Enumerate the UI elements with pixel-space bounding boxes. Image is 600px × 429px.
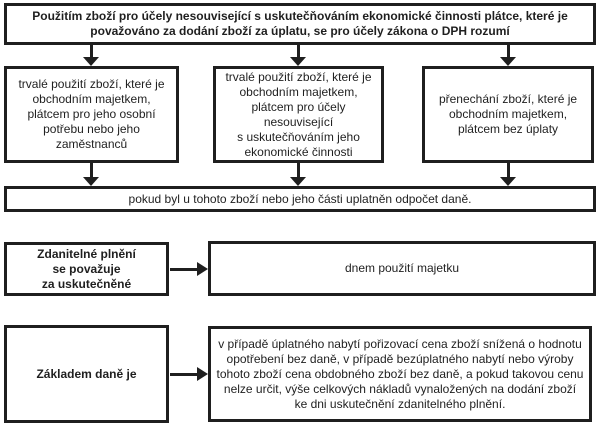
label-line: za uskutečněné <box>41 276 132 291</box>
value-text: dnem použití majetku <box>344 261 460 275</box>
right-arrow-icon <box>170 262 208 276</box>
taxable-supply-label-box <box>4 242 169 296</box>
down-arrow-icon <box>83 163 99 186</box>
title-box <box>4 3 596 45</box>
branch-text: trvalé použití zboží, které je obchodním majetkem, plátcem pro jeho osobní potřebu nebo jeho zaměstnanců <box>18 77 165 151</box>
down-arrow-icon <box>290 163 306 186</box>
down-arrow-icon <box>500 163 516 186</box>
down-arrow-icon <box>500 45 516 66</box>
taxable-supply-value-box <box>208 241 596 296</box>
title-text: Použitím zboží pro účely nesouvisející s uskutečňováním ekonomické činnosti plátce, které je považováno za dodání zboží za úplatu, se pro účely zákona o DPH rozumí <box>32 9 568 38</box>
label-line: Zdanitelné plnění <box>37 246 136 261</box>
branch-box-non-economic-use <box>213 66 384 163</box>
condition-text: pokud byl u tohoto zboží nebo jeho části uplatněn odpočet daně. <box>128 191 472 206</box>
branch-text: přenechání zboží, které je obchodním majetkem, plátcem bez úplaty <box>438 92 578 136</box>
down-arrow-icon <box>290 45 306 66</box>
down-arrow-icon <box>83 45 99 66</box>
branch-text: trvalé použití zboží, které je obchodním majetkem, plátcem pro účely nesouvisející s uskutečňováním jeho ekonomické činnosti <box>225 69 372 159</box>
tax-base-value-box <box>208 326 592 422</box>
value-text: v případě úplatného nabytí pořizovací cena zboží snížená o hodnotu opotřebení bez daně, v případě bezúplatného nabytí nebo výroby tohoto zboží cena obdobného zboží bez daně, a pokud takovou cenu nelze určit, výše celkových nákladů vynaložených na dodání zboží ke dni uskutečnění zdanitelného plnění. <box>216 336 584 411</box>
label-line: se považuje <box>52 261 121 276</box>
label-line: Základem daně je <box>36 366 137 381</box>
branch-box-personal-use <box>4 66 179 163</box>
right-arrow-icon <box>170 367 208 381</box>
condition-box <box>4 186 596 212</box>
branch-box-free-transfer <box>422 66 594 163</box>
tax-base-label-box <box>4 325 169 423</box>
